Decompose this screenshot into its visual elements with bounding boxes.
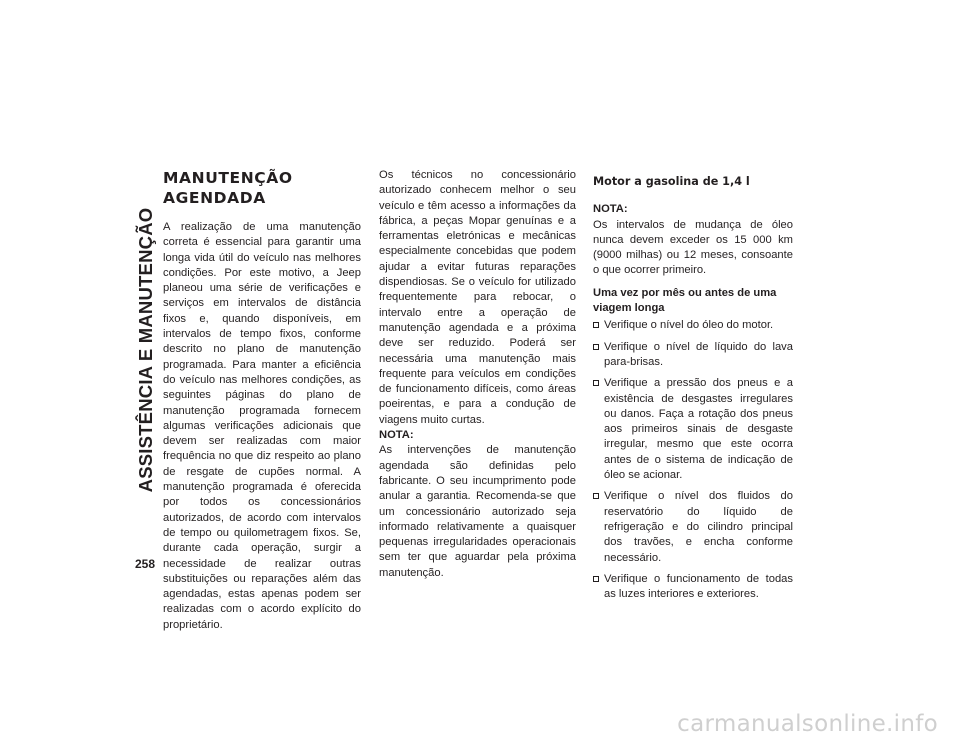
checklist-item bbox=[593, 340, 793, 371]
column-1 bbox=[163, 168, 361, 633]
technicians-paragraph: Os técnicos no concessionário autorizado conhecem melhor o seu veículo e têm acesso a informações da fábrica, a peças Mopar genuínas e a ferramentas eletrónicas e mecânicas especialmente concebidas que podem ajudar a evitar futuras reparações dispendiosas. Se o veículo for utilizado frequentemente para rebocar, o intervalo entre a operação de manutenção agendada e a próxima deve ser reduzido. Poderá ser necessária uma manutenção mais frequente para veículos em condições de funcionamento difíceis, como áreas poeirentas, e para a condução de viagens muito curtas. bbox=[379, 169, 576, 426]
engine-heading: Motor a gasolina de 1,4 l bbox=[593, 175, 750, 188]
page-number: 258 bbox=[135, 557, 156, 571]
checkbox-icon bbox=[593, 493, 599, 499]
watermark: carmanualsonline.info bbox=[677, 711, 938, 737]
column-3 bbox=[593, 168, 793, 608]
note-text: As intervenções de manutenção agendada são definidas pelo fabricante. O seu incumprimento pode anular a garantia. Recomenda-se que um concessionário autorizado seja informado relativamente a quaisquer pequenas irregularidades operacionais sem ter que aguardar pela próxima manutenção. bbox=[379, 444, 576, 579]
checklist-item-text: Verifique o nível dos fluidos do reservatório do líquido de refrigeração e do cilindro principal dos travões, e encha conforme necessário. bbox=[604, 490, 793, 564]
section-side-title-text: ASSISTÊNCIA E MANUTENÇÃO bbox=[135, 207, 156, 493]
checklist-item-text: Verifique o nível do óleo do motor. bbox=[604, 319, 774, 332]
checkbox-icon bbox=[593, 576, 599, 582]
column-2 bbox=[379, 168, 576, 581]
checkbox-icon bbox=[593, 322, 599, 328]
checklist-item-text: Verifique a pressão dos pneus e a existência de desgastes irregulares ou danos. Faça a rotação dos pneus aos primeiros sinais de desgaste irregular, mesmo que este ocorra antes de o sistema de indicação de óleo se acionar. bbox=[604, 377, 793, 482]
checklist-item-text: Verifique o funcionamento de todas as luzes interiores e exteriores. bbox=[604, 572, 793, 601]
checkbox-icon bbox=[593, 380, 599, 386]
checklist-item-text: Verifique o nível de líquido do lava para-brisas. bbox=[604, 340, 793, 368]
checklist-item bbox=[593, 572, 793, 603]
maintenance-checklist bbox=[593, 318, 793, 602]
oil-interval-note: Os intervalos de mudança de óleo nunca devem exceder os 15 000 km (9000 milhas) ou 12 meses, consoante o que ocorrer primeiro. bbox=[593, 218, 793, 277]
note-label: NOTA: bbox=[593, 203, 628, 216]
checklist-item bbox=[593, 489, 793, 565]
checklist-item bbox=[593, 318, 793, 333]
main-heading: MANUTENÇÃO AGENDADA bbox=[163, 169, 293, 207]
checklist-subheading: Uma vez por mês ou antes de uma viagem longa bbox=[593, 286, 777, 315]
checkbox-icon bbox=[593, 344, 599, 350]
intro-paragraph: A realização de uma manutenção correta é essencial para garantir uma longa vida útil do veículo nas melhores condições. Por este motivo, a Jeep planeou uma série de verificações e serviços em intervalos de distância fixos e, quando disponíveis, em intervalos de tempo fixos, conforme descrito no plano de manutenção programada. Para manter a eficiência do veículo nas melhores condições, as seguintes páginas do plano de manutenção programada fornecem algumas verificações adicionais que devem ser realizadas com maior frequência no que diz respeito ao plano de resgate de cupões normal. A manutenção programada é oferecida por todos os concessionários autorizados, de acordo com intervalos de tempo ou quilometragem fixos. Se, durante cada operação, surgir a necessidade de realizar outras substituições ou reparações além das agendadas, estas apenas podem ser realizadas com o acordo explícito do proprietário. bbox=[163, 221, 361, 631]
checklist-item bbox=[593, 376, 793, 483]
section-side-title bbox=[135, 170, 157, 530]
note-label: NOTA: bbox=[379, 429, 414, 442]
